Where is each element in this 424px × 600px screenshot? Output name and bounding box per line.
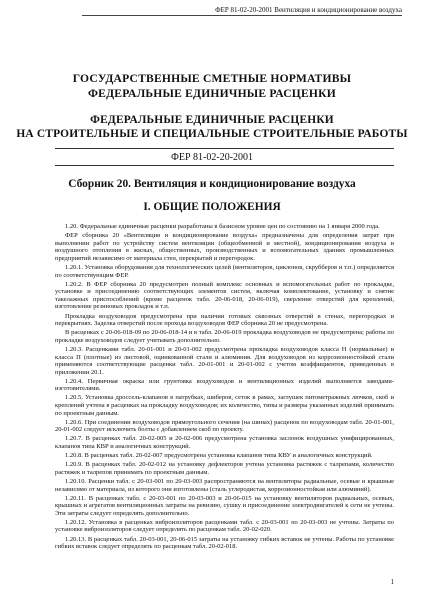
page-number: 1 [390,578,394,586]
paragraph: 1.20.9. В расценках табл. 20-02-012 на установку дефлекторов учтена установка растяжек с талрепами, количество растяжек и талрепов принимать по проектным данным. [55,461,394,476]
main-title [0,72,424,101]
paragraph: 1.20.7. В расценках табл. 20-02-005 и 20-02-006 предусмотрена установка заслонок воздушных унифицированных, клапанов типа КВР и аналогичных конструкций. [55,435,394,451]
main-title-line-2: ФЕДЕРАЛЬНЫЕ ЕДИНИЧНЫЕ РАСЦЕНКИ [88,86,336,100]
paragraph: 1.20.10. Расценки табл. с 20-03-001 по 20-03-003 распространяются на вентиляторы радиальные, осевые и крышные независимо от материала, из которого они изготовлены (сталь углеродистая, коррозионностойкая или алюминий). [55,477,394,493]
paragraph: 1.20.8. В расценках табл. 20-02-007 предусмотрена установка клапанов типа КВУ и аналогичных конструкций. [65,452,373,460]
paragraph: 1.20.6. При соединении воздуховодов прямоугольного сечения (на шинах) расценок по воздуховодам табл. 20-01-001, 20-01-002 следует исключить болты с добавлением скоб по проекту. [55,418,394,434]
paragraph: 1.20.12. Установка в расценках виброизоляторов расценками табл. с 20-03-001 по 20-03-003 не учтены. Затраты по установке виброизоляторов следует определять по расценкам табл. 20-02-020. [55,518,394,534]
document-code: ФЕР 81-02-20-2001 [170,152,254,163]
main-title-line-1: ГОСУДАРСТВЕННЫЕ СМЕТНЫЕ НОРМАТИВЫ [72,72,352,85]
subtitle [0,113,424,141]
paragraph: 1.20.2. В ФЕР сборника 20 предусмотрен полный комплекс основных и вспомогательных работ по прокладке, установке и присоединению соответствующих элементов систем, включая комплектование, установку и снятие такелажных приспособлений (кроме расценок табл. 20-06-018, 20-06-019), сверление отверстий для креплений, изготовление резиновых прокладок и т.п. [55,280,394,311]
subtitle-line-2: НА СТРОИТЕЛЬНЫЕ И СПЕЦИАЛЬНЫЕ СТРОИТЕЛЬНЫЕ РАБОТЫ [16,128,408,141]
paragraph: 1.20. Федеральные единичные расценки разработаны в базисном уровне цен по состоянию на 1 января 2000 года. [65,223,380,230]
body-text [55,223,394,552]
divider-top [55,148,394,149]
running-header: ФЕР 81-02-20-2001 Вентиляция и кондиционирование воздуха [215,6,402,14]
paragraph: 1.20.3. Расценками табл. 20-01-001 и 20-01-002 предусмотрена прокладка воздуховодов класса Н (нормальные) и класса П (плотные) из листовой, оцинкованной стали и алюминия. Для воздуховодов из коррозионностойкой стали применяются соответствующие расценки табл. 20-01-001 и 20-01-002 с учетом коэффициентов, приведенных в приложении 20.1. [55,345,394,376]
paragraph: 1.20.1. Установка оборудования для технологических целей (вентиляторов, циклонов, скрубберов и т.п.) определяется по соответствующим ФЕР. [55,263,394,279]
paragraph: ФЕР сборника 20 «Вентиляция и кондиционирование воздуха» предназначены для определения затрат при выполнении работ по устройству систем вентиляции (общеобменной и местной), кондиционирования воздуха и воздушного отопления в жилых, общественных, производственных и вспомогательных зданиях промышленных предприятий независимо от материала стен, перекрытий и перегородок. [55,232,394,262]
paragraph: Прокладка воздуховодов предусмотрена при наличии готовых сквозных отверстий в стенах, перегородках и перекрытиях. Заделка отверстий после прохода воздуховодов ФЕР сборника 20 не предусмотрена. [55,312,394,328]
paragraph: 1.20.4. Первичная окраска или грунтовка воздуховодов и вентиляционных изделий выполняется заводами-изготовителями. [55,377,394,393]
header-rule [82,15,402,16]
paragraph: 1.20.13. В расценках табл. 20-03-001, 20-06-015 затраты на установку гибких вставок не учтены. Работы по установке гибких вставок следует определять по расценкам табл. 20-02-018. [55,535,394,551]
paragraph: В расценках с 20-06-018-09 по 20-06-018-14 и в табл. 20-06-019 прокладка воздуховодов не предусмотрена; работы по прокладке воздуховодов следует учитывать дополнительно. [55,329,394,344]
collection-title: Сборник 20. Вентиляция и кондиционирование воздуха [68,178,356,190]
paragraph: 1.20.11. В расценках табл. с 20-03-001 по 20-03-003 и 20-06-015 на установку вентиляторов радиальных, осевых, крышных и агрегатов вентиляционных затраты на ревизию, сушку и присоединение электродвигателей к сети не учтены. Эти затраты следует определять дополнительно. [55,494,394,517]
paragraph: 1.20.5. Установка дроссель-клапанов в патрубках, шиберов, сеток в рамах, заглушек питометражных лючков, скоб и креплений учтена в расценках на прокладку воздуховодов; их количество, типы и размеры указанных изделий принимать по проектным данным. [55,394,394,417]
divider-bottom [55,165,394,166]
section-heading: I. ОБЩИЕ ПОЛОЖЕНИЯ [143,201,281,213]
subtitle-line-1: ФЕДЕРАЛЬНЫЕ ЕДИНИЧНЫЕ РАСЦЕНКИ [90,114,334,126]
